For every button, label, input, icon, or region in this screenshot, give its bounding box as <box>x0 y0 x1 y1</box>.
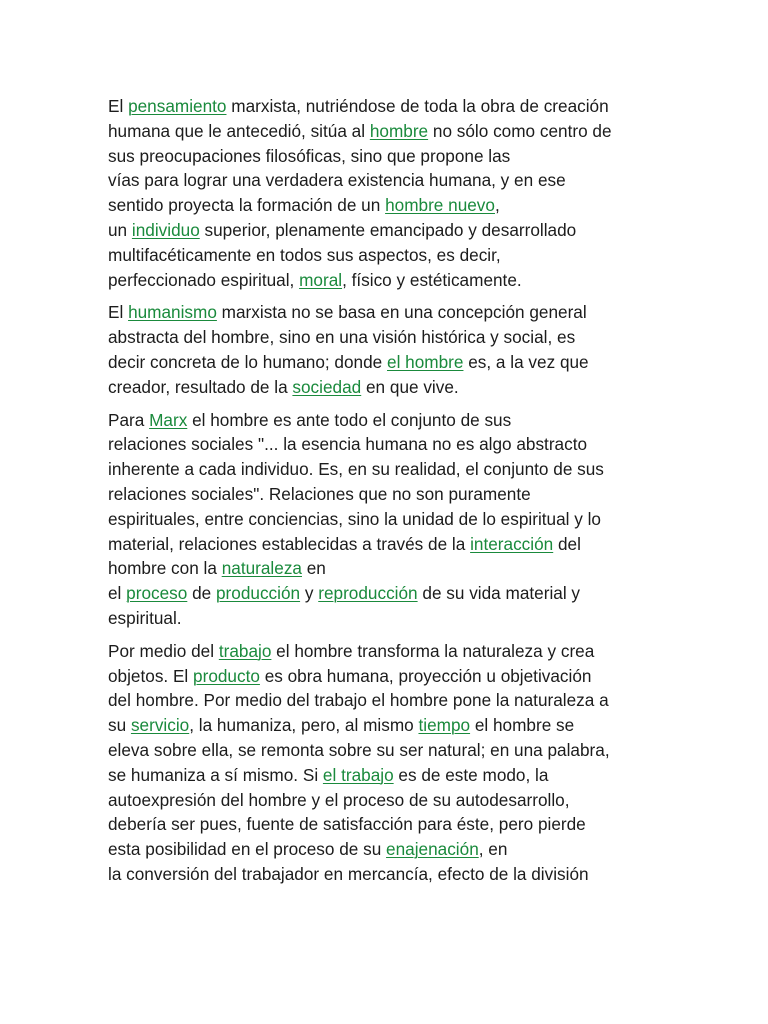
text-segment: , físico y estéticamente. <box>342 269 522 290</box>
text-segment: es obra humana, proyección u objetivación <box>259 665 592 686</box>
text-segment: su <box>108 715 131 736</box>
text-segment: sus preocupaciones filosóficas, sino que propone las <box>108 145 511 166</box>
text-line <box>108 688 668 713</box>
text-segment: inherente a cada individuo. Es, en su realidad, el conjunto de sus <box>108 459 604 480</box>
text-segment: autoexpresión del hombre y el proceso de su autodesarrollo, <box>108 789 570 810</box>
inline-link[interactable]: tiempo <box>418 715 471 736</box>
text-segment: material, relaciones establecidas a través de la <box>108 533 471 554</box>
text-line <box>108 738 668 763</box>
text-segment: marxista, nutriéndose de toda la obra de creación <box>226 96 609 116</box>
text-segment: , <box>494 195 500 216</box>
text-segment: El <box>108 302 129 323</box>
paragraph <box>108 94 668 292</box>
inline-link[interactable]: hombre <box>369 120 429 141</box>
text-line <box>108 507 668 532</box>
text-line <box>108 639 668 664</box>
text-segment: la conversión del trabajador en mercancía, efecto de la división <box>108 863 589 884</box>
text-line <box>108 268 668 293</box>
inline-link[interactable]: Marx <box>149 409 188 430</box>
inline-link[interactable]: el trabajo <box>322 764 394 785</box>
inline-link[interactable]: producción <box>215 583 301 604</box>
text-segment: el <box>108 583 127 604</box>
text-line <box>108 532 668 557</box>
text-segment: es de este modo, la <box>393 764 549 785</box>
text-line <box>108 94 668 119</box>
text-segment: vías para lograr una verdadera existencia humana, y en ese <box>108 170 566 191</box>
text-line <box>108 713 668 738</box>
text-segment: en que vive. <box>361 376 459 397</box>
inline-link[interactable]: servicio <box>130 715 190 736</box>
text-segment: es, a la vez que <box>463 351 589 372</box>
text-line <box>108 763 668 788</box>
inline-link[interactable]: proceso <box>126 583 188 604</box>
text-segment: esta posibilidad en el proceso de su <box>108 839 387 860</box>
text-line <box>108 606 668 631</box>
text-line <box>108 812 668 837</box>
paragraph <box>108 300 668 399</box>
text-segment: humana que le antecedió, sitúa al <box>108 120 370 141</box>
text-segment: , la humaniza, pero, al mismo <box>189 715 419 736</box>
inline-link[interactable]: reproducción <box>318 583 418 604</box>
text-segment: del hombre. Por medio del trabajo el hombre pone la naturaleza a <box>108 690 609 711</box>
text-line <box>108 862 668 887</box>
text-line <box>108 664 668 689</box>
text-line <box>108 243 668 268</box>
text-line <box>108 432 668 457</box>
inline-link[interactable]: moral <box>299 269 343 290</box>
text-segment: espiritual. <box>108 607 182 628</box>
text-segment: se humaniza a sí mismo. Si <box>108 764 323 785</box>
inline-link[interactable]: individuo <box>131 219 200 240</box>
paragraph <box>108 639 668 887</box>
text-line <box>108 788 668 813</box>
text-segment: el hombre transforma la naturaleza y crea <box>271 640 595 661</box>
text-segment: no sólo como centro de <box>428 120 612 141</box>
text-line <box>108 218 668 243</box>
text-segment: perfeccionado espiritual, <box>108 269 300 290</box>
inline-link[interactable]: producto <box>193 665 260 686</box>
text-line <box>108 350 668 375</box>
text-segment: hombre con la <box>108 558 222 579</box>
text-line <box>108 457 668 482</box>
text-segment: multifacéticamente en todos sus aspectos, es decir, <box>108 244 501 265</box>
text-segment: Para <box>108 409 150 430</box>
inline-link[interactable]: trabajo <box>218 640 272 661</box>
text-segment: relaciones sociales". Relaciones que no son puramente <box>108 483 531 504</box>
text-line <box>108 408 668 433</box>
text-segment: del <box>553 533 581 554</box>
text-segment: y <box>300 583 319 604</box>
text-segment: creador, resultado de la <box>108 376 293 397</box>
inline-link[interactable]: interacción <box>470 533 554 554</box>
text-segment: de <box>187 583 216 604</box>
inline-link[interactable]: pensamiento <box>128 96 227 116</box>
text-segment: de su vida material y <box>417 583 581 604</box>
text-line <box>108 144 668 169</box>
inline-link[interactable]: el hombre <box>387 351 464 372</box>
text-segment: un <box>108 219 132 240</box>
inline-link[interactable]: hombre nuevo <box>385 195 495 216</box>
text-segment: el hombre es ante todo el conjunto de sus <box>187 409 512 430</box>
text-segment: en <box>301 558 326 579</box>
text-line <box>108 325 668 350</box>
text-segment: El <box>108 96 129 116</box>
text-line <box>108 168 668 193</box>
text-segment: el hombre se <box>470 715 575 736</box>
text-segment: sentido proyecta la formación de un <box>108 195 386 216</box>
text-segment: objetos. El <box>108 665 194 686</box>
text-segment: debería ser pues, fuente de satisfacción para éste, pero pierde <box>108 814 586 835</box>
text-line <box>108 556 668 581</box>
text-line <box>108 482 668 507</box>
text-segment: relaciones sociales "... la esencia humana no es algo abstracto <box>108 434 588 455</box>
inline-link[interactable]: naturaleza <box>221 558 302 579</box>
text-line <box>108 837 668 862</box>
text-segment: decir concreta de lo humano; donde <box>108 351 388 372</box>
document-body <box>108 94 668 895</box>
inline-link[interactable]: sociedad <box>292 376 362 397</box>
text-line <box>108 300 668 325</box>
paragraph <box>108 408 668 631</box>
text-segment: espirituales, entre conciencias, sino la unidad de lo espiritual y lo <box>108 508 601 529</box>
text-segment: , en <box>478 839 508 860</box>
text-line <box>108 375 668 400</box>
text-line <box>108 581 668 606</box>
text-line <box>108 119 668 144</box>
text-segment: superior, plenamente emancipado y desarrollado <box>199 219 577 240</box>
inline-link[interactable]: humanismo <box>128 302 217 323</box>
text-line <box>108 193 668 218</box>
inline-link[interactable]: enajenación <box>386 839 479 860</box>
text-segment: abstracta del hombre, sino en una visión histórica y social, es <box>108 327 576 348</box>
text-segment: Por medio del <box>108 640 219 661</box>
text-segment: marxista no se basa en una concepción general <box>216 302 587 323</box>
text-segment: eleva sobre ella, se remonta sobre su ser natural; en una palabra, <box>108 739 610 760</box>
